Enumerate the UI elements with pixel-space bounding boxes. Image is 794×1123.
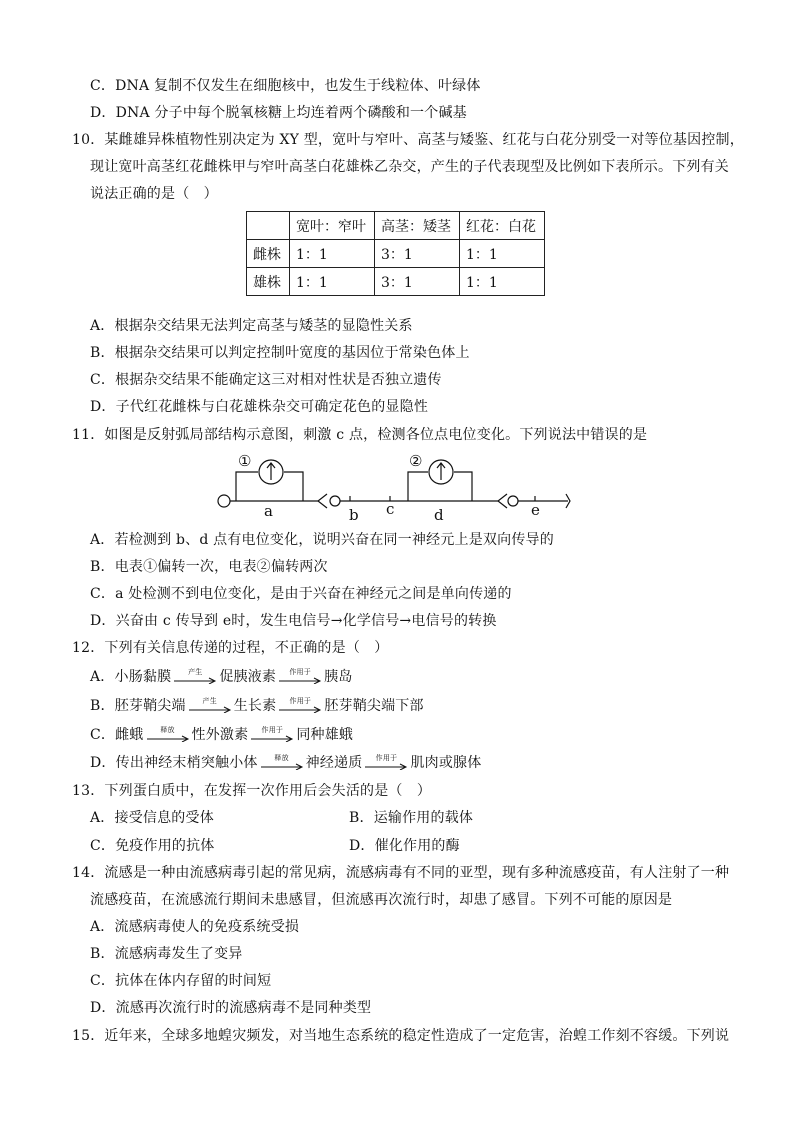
- table-cell: 雌株: [247, 240, 290, 268]
- release-arrow: 释放: [146, 728, 190, 742]
- option-messenger: 促胰液素: [219, 669, 277, 685]
- option-source: B．胚芽鞘尖端: [90, 698, 186, 714]
- neuron-cell-body: [218, 495, 230, 507]
- q13-stem: 13．下列蛋白质中，在发挥一次作用后会失活的是（ ）: [72, 783, 432, 799]
- meter-1-label: ①: [238, 452, 252, 470]
- q12-option-a: [90, 668, 353, 686]
- q14-option-d: D．流感再次流行时的流感病毒不是同种类型: [90, 1000, 372, 1016]
- produce-arrow: 产生: [173, 670, 217, 684]
- table-row: [247, 240, 545, 268]
- table-header-cell: 红花：白花: [460, 212, 545, 240]
- point-b-label: b: [349, 506, 359, 524]
- q10-option-a: A．根据杂交结果无法判定高茎与矮茎的显隐性关系: [90, 318, 413, 334]
- table-header-cell: 宽叶：窄叶: [290, 212, 375, 240]
- table-cell: 3：1: [375, 268, 460, 296]
- point-d-label: d: [434, 506, 444, 524]
- q14-option-a: A．流感病毒使人的免疫系统受损: [90, 919, 300, 935]
- reflex-arc-diagram: [0, 450, 794, 530]
- release-arrow: 释放: [260, 756, 304, 770]
- q10-option-c: C．根据杂交结果不能确定这三对相对性状是否独立遗传: [90, 372, 442, 388]
- q14-option-b: B．流感病毒发生了变异: [90, 946, 243, 962]
- q14-stem-line2: 流感疫苗，在流感流行期间未患感冒，但流感再次流行时，却患了感冒。下列不可能的原因是: [90, 892, 673, 908]
- point-e-label: e: [531, 501, 540, 519]
- q13-option-d: D．催化作用的酶: [349, 838, 460, 854]
- q12-option-b: [90, 697, 424, 715]
- point-c-label: c: [386, 500, 395, 518]
- meter-2-label: ②: [409, 452, 423, 470]
- q9-option-d: D．DNA 分子中每个脱氧核糖上均连着两个磷酸和一个碱基: [90, 105, 467, 121]
- q12-option-d: [90, 754, 481, 772]
- produce-arrow: 产生: [188, 699, 232, 713]
- option-source: C．雌蛾: [90, 727, 144, 743]
- q13-option-b: B．运输作用的载体: [349, 810, 474, 826]
- act-on-arrow: 作用于: [364, 756, 408, 770]
- act-on-arrow: 作用于: [278, 699, 322, 713]
- option-target: 胰岛: [324, 669, 353, 685]
- table-cell: 1：1: [290, 240, 375, 268]
- synapse-terminal: [318, 494, 327, 508]
- q14-option-c: C．抗体在体内存留的时间短: [90, 973, 272, 989]
- q10-option-b: B．根据杂交结果可以判定控制叶宽度的基因位于常染色体上: [90, 345, 470, 361]
- table-cell: 3：1: [375, 240, 460, 268]
- q14-stem-line1: 14．流感是一种由流感病毒引起的常见病，流感病毒有不同的亚型，现有多种流感疫苗，有人注射了一种: [72, 865, 730, 881]
- option-source: A．小肠黏膜: [90, 669, 172, 685]
- option-messenger: 生长素: [233, 698, 277, 714]
- option-source: D．传出神经末梢突触小体: [90, 755, 258, 771]
- table-row: [247, 268, 545, 296]
- q11-stem: 11．如图是反射弧局部结构示意图，刺激 c 点，检测各位点电位变化。下列说法中错误的是: [72, 427, 648, 443]
- q11-option-b: B．电表①偏转一次，电表②偏转两次: [90, 559, 328, 575]
- option-target: 胚芽鞘尖端下部: [324, 698, 424, 714]
- option-target: 肌肉或腺体: [410, 755, 482, 771]
- q10-ratio-table: [246, 211, 545, 296]
- table-cell: 1：1: [460, 268, 545, 296]
- q13-option-c: C．免疫作用的抗体: [90, 838, 215, 854]
- q12-option-c: [90, 726, 353, 744]
- neuron-cell-body: [508, 496, 518, 506]
- q10-stem-line3: 说法正确的是（ ）: [90, 186, 218, 202]
- q11-option-a: A．若检测到 b、d 点有电位变化，说明兴奋在同一神经元上是双向传导的: [90, 532, 554, 548]
- q10-option-d: D．子代红花雌株与白花雄株杂交可确定花色的显隐性: [90, 399, 429, 415]
- option-messenger: 神经递质: [305, 755, 363, 771]
- q10-stem-line2: 现让宽叶高茎红花雌株甲与窄叶高茎白花雄株乙杂交，产生的子代表现型及比例如下表所示。下列有关: [90, 159, 729, 175]
- table-cell: 1：1: [460, 240, 545, 268]
- act-on-arrow: 作用于: [250, 728, 294, 742]
- table-cell: 1：1: [290, 268, 375, 296]
- neuron-cell-body: [330, 496, 340, 506]
- table-cell: 雄株: [247, 268, 290, 296]
- option-messenger: 性外激素: [191, 727, 249, 743]
- act-on-arrow: 作用于: [278, 670, 322, 684]
- synapse-terminal: [498, 494, 507, 508]
- q15-stem-line1: 15．近年来，全球多地蝗灾频发，对当地生态系统的稳定性造成了一定危害，治蝗工作刻不容缓。下列说: [72, 1028, 730, 1044]
- q12-stem: 12．下列有关信息传递的过程，不正确的是（ ）: [72, 640, 389, 656]
- option-target: 同种雄蛾: [296, 727, 354, 743]
- table-header-cell: 高茎：矮茎: [375, 212, 460, 240]
- q9-option-c: C．DNA 复制不仅发生在细胞核中，也发生于线粒体、叶绿体: [90, 78, 481, 94]
- q11-option-d: D．兴奋由 c 传导到 e时，发生电信号→化学信号→电信号的转换: [90, 613, 497, 629]
- q11-option-c: C．a 处检测不到电位变化，是由于兴奋在神经元之间是单向传递的: [90, 586, 512, 602]
- table-header-row: [247, 212, 545, 240]
- q13-option-a: A．接受信息的受体: [90, 810, 214, 826]
- point-a-label: a: [264, 502, 273, 520]
- q10-stem-line1: 10．某雌雄异株植物性别决定为 XY 型，宽叶与窄叶、高茎与矮鉴、红花与白花分别受一对等位基因控制，: [72, 132, 744, 148]
- table-cell: [247, 212, 290, 240]
